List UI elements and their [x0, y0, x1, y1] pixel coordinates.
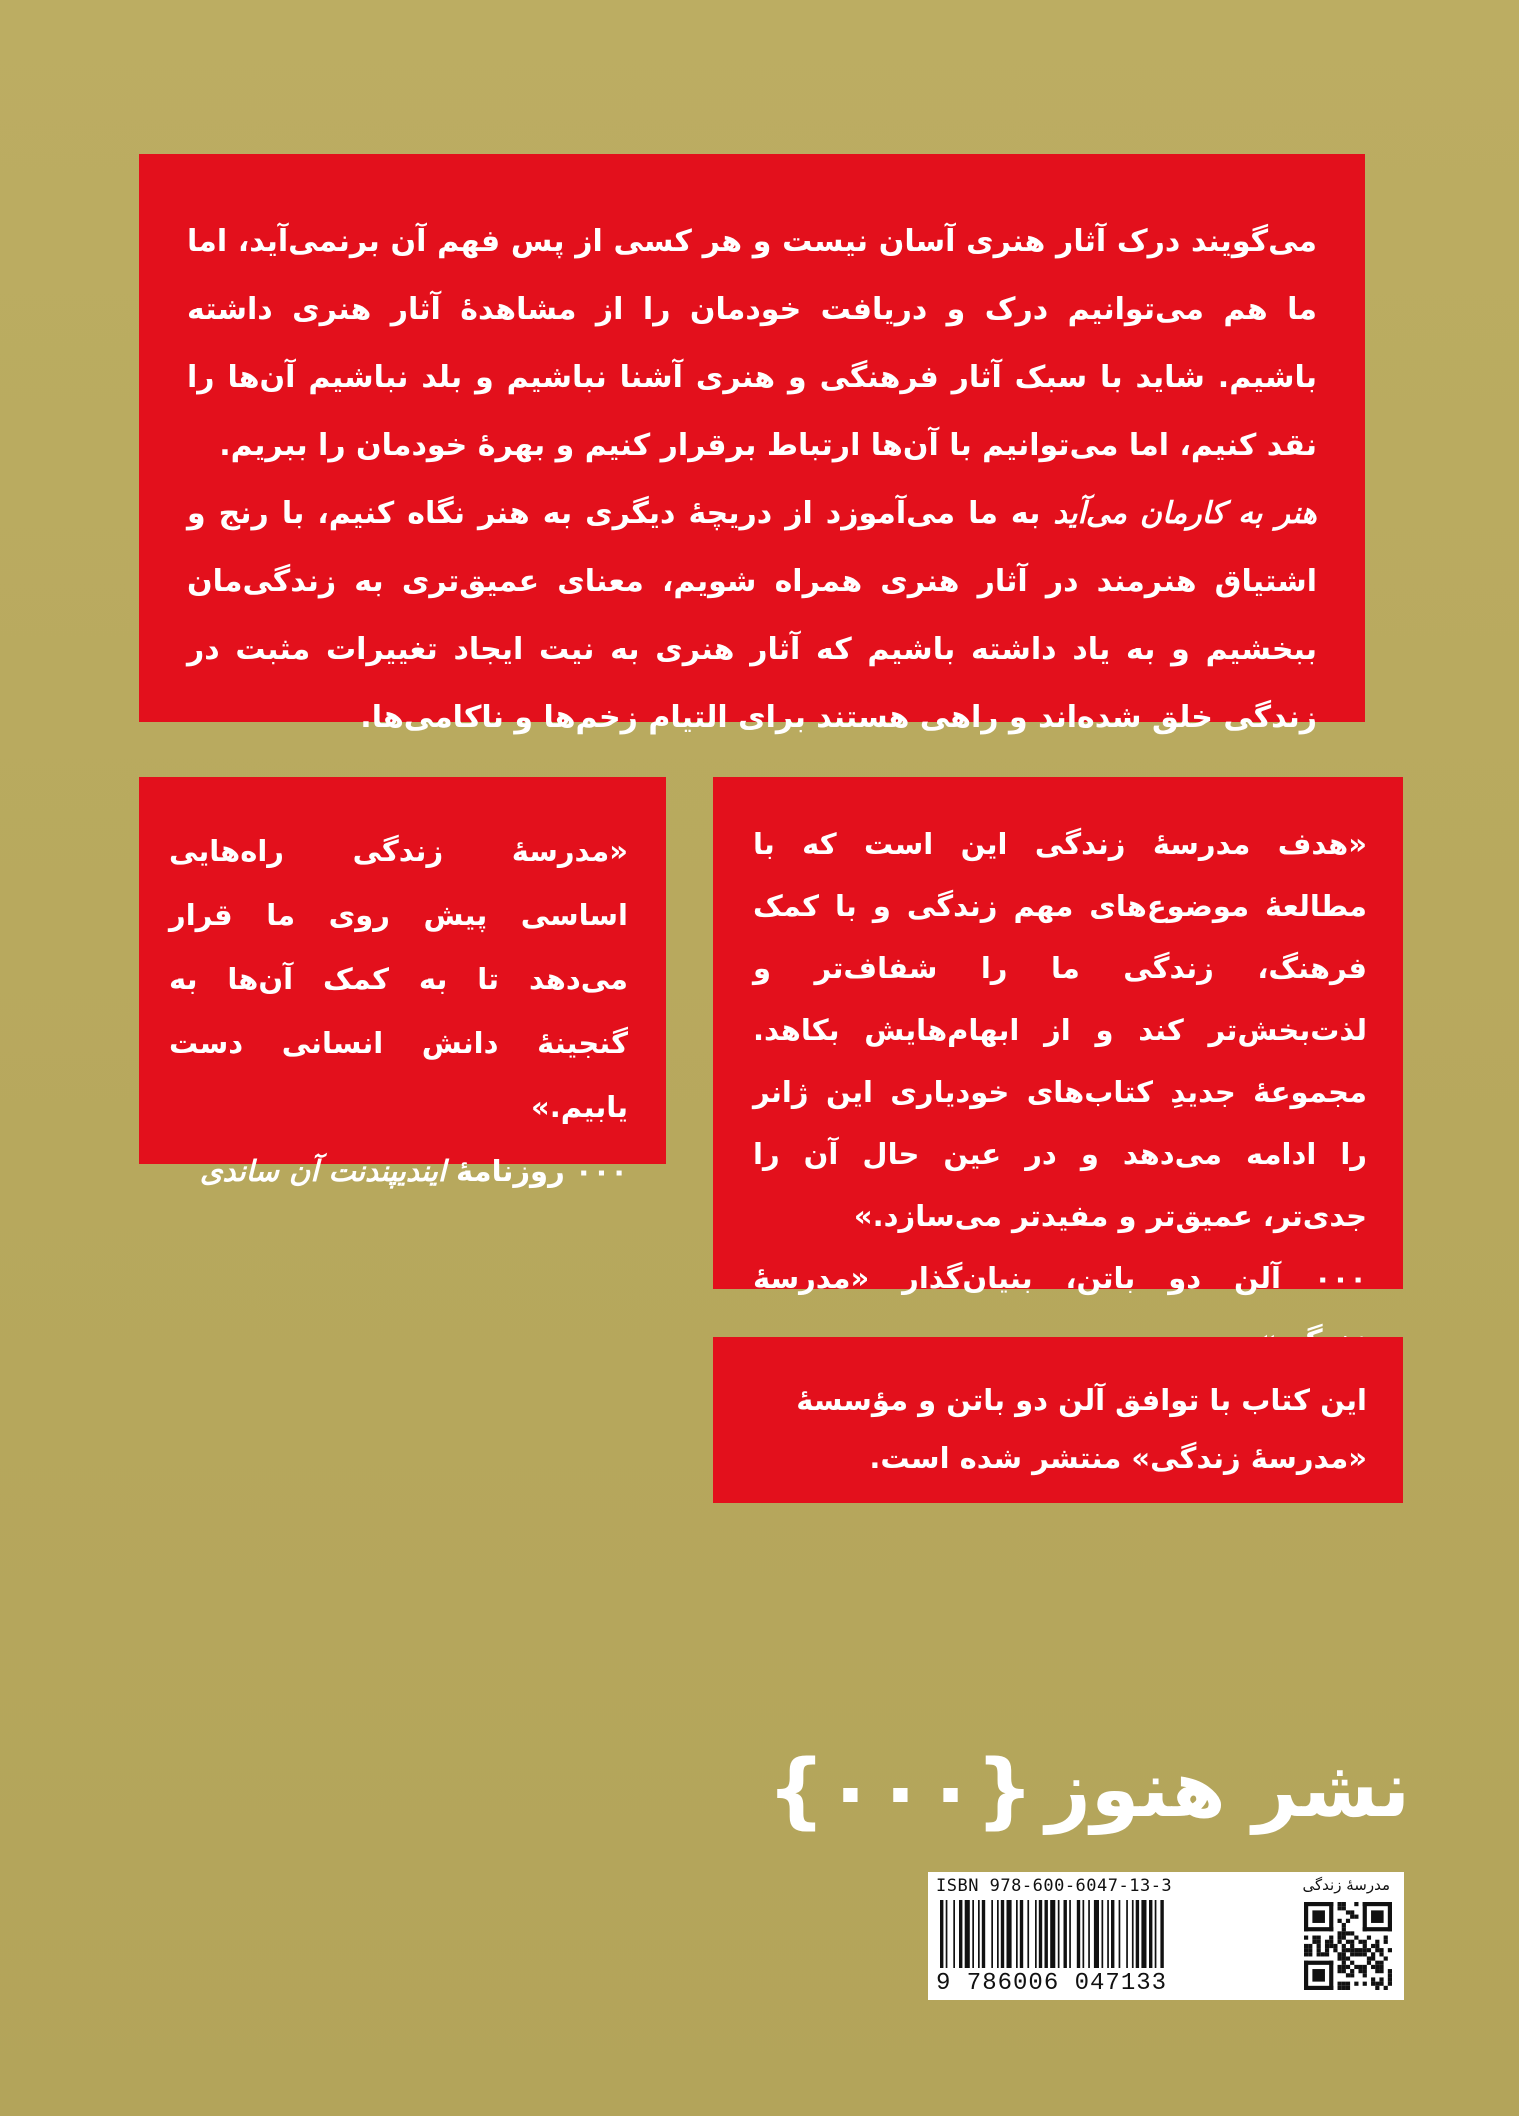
qr-code-icon: [1304, 1902, 1392, 1990]
license-note: این کتاب با توافق آلن دو باتن و مؤسسهٔ «مدرسهٔ زندگی» منتشر شده است.: [796, 1383, 1367, 1475]
blurb-paragraph-2-text: به ما می‌آموزد از دریچهٔ دیگری به هنر نگاه کنیم، با رنج و اشتیاق هنرمند در آثار هنری همراه شویم، معنای عمیق‌تری به زندگی‌مان ببخشیم و به یاد داشته باشیم که آثار هنری به نیت ایجاد تغییرات مثبت در زندگی خلق شده‌اند و راهی هستند برای التیام زخم‌ها و ناکامی‌ها.: [187, 496, 1317, 735]
barcode-icon: [936, 1900, 1246, 1968]
series-label: مدرسهٔ زندگی: [1302, 1876, 1390, 1894]
blurb-paragraph-1: می‌گویند درک آثار هنری آسان نیست و هر کسی از پس فهم آن برنمی‌آید، اما ما هم می‌توانیم درک و دریافت خودمان را از مشاهدهٔ آثار هنری داشته باشیم. شاید با سبک آثار فرهنگی و هنری آشنا نباشیم و بلد نباشیم آن‌ها را نقد کنیم، اما می‌توانیم با آن‌ها ارتباط برقرار کنیم و بهرهٔ خودمان را ببریم.: [187, 224, 1317, 463]
barcode-digits: 9 786006 047133: [936, 1970, 1168, 1997]
publisher-name: نشر هنوز: [1045, 1745, 1410, 1835]
attribution-source: ایندیپندنت آن ساندی: [199, 1154, 446, 1188]
quote-text: «هدف مدرسهٔ زندگی این است که با مطالعهٔ موضوع‌های مهم زندگی و با کمک فرهنگ، زندگی ما را شفاف‌تر و لذت‌بخش‌تر کند و از ابهام‌هایش بکاهد. مجموعهٔ جدیدِ کتاب‌های خودیاری این ژانر را ادامه می‌دهد و در عین حال آن را جدی‌تر، عمیق‌تر و مفیدتر می‌سازد.»: [753, 827, 1367, 1233]
license-note-box: [713, 1337, 1403, 1503]
book-title: هنر به کارمان می‌آید: [1053, 496, 1317, 531]
quote-attribution: ٠٠٠ آلن دو باتن، بنیان‌گذار «مدرسهٔ: [753, 1261, 1367, 1295]
quote-box-independent: [139, 777, 666, 1188]
isbn-label: ISBN 978-600-6047-13-3: [936, 1876, 1173, 1896]
blurb-paragraph-2: [187, 480, 1317, 752]
quote-attribution: [169, 1139, 628, 1203]
attribution-prefix: ٠٠٠ روزنامهٔ: [456, 1154, 628, 1188]
isbn-block: [928, 1872, 1404, 2000]
publisher-logo: [660, 1730, 1410, 1850]
quote-box-de-botton: [713, 777, 1403, 1295]
quote-text: «مدرسهٔ زندگی راه‌هایی اساسی پیش روی ما قرار می‌دهد تا به کمک آن‌ها به گنجینهٔ دانش انسانی دست یابیم.»: [169, 834, 628, 1124]
publisher-mark: {٠٠٠}: [766, 1742, 1034, 1838]
blurb-box: [139, 154, 1365, 735]
